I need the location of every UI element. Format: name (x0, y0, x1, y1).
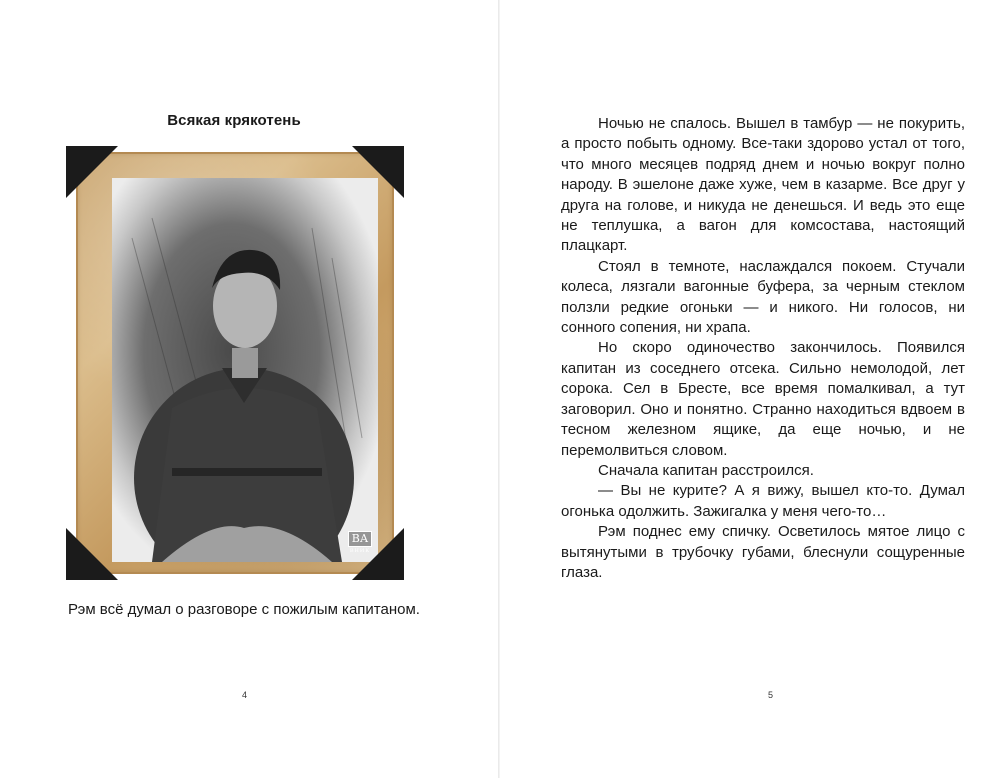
paragraph: Стоял в темноте, наслаждался покоем. Стучали колеса, лязгали вагонные буфера, за черным стеклом ползли редкие огоньки — и никого. Ни голосов, ни сонного сопения, ни храпа. (561, 257, 965, 337)
left-page-text (31, 600, 437, 620)
portrait-drawing (112, 178, 378, 562)
paragraph: — Вы не курите? А я вижу, вышел кто-то. Думал огонька одолжить. Зажигалка у меня чего-то… (561, 482, 965, 520)
publisher-watermark-logo: ВА ВНИК (349, 532, 371, 554)
chapter-title: Всякая крякотень (167, 112, 301, 129)
portrait-photo (112, 178, 378, 562)
photo-frame (76, 152, 394, 574)
paragraph: Сначала капитан расстроился. (598, 461, 814, 479)
page-number-right: 5 (768, 690, 774, 700)
paragraph: Ночью не спалось. Вышел в тамбур — не покурить, а просто побыть одному. Все-таки здорово устал от того, что много месяцев подряд днем и ночью вокруг полно народу. В эшелоне даже хуже, чем в казарме. Все друг у друга на голове, и никуда не денешься. И ведь это еще не теплушка, а вагон для комсостава, настоящий плацкарт. (561, 115, 965, 255)
paragraph: Но скоро одиночество закончилось. Появился капитан из соседнего отсека. Сильно немолодой, лет сорока. Сел в Бресте, все время помалкивал, а тут заговорил. Оно и понятно. Странно находиться вдвоем в тесном железном ящике, да еще ночью, и не перемолвиться словом. (561, 339, 965, 459)
paragraph: Рэм поднес ему спичку. Осветилось мятое лицо с вытянутыми в трубочку губами, блеснули сощуренные глаза. (561, 523, 965, 581)
paragraph: Рэм всё думал о разговоре с пожилым капитаном. (68, 601, 420, 618)
page-number-left: 4 (242, 690, 248, 700)
photo-mount (66, 146, 404, 580)
left-page (0, 0, 499, 778)
right-page (500, 0, 1000, 778)
right-page-text (561, 114, 965, 583)
